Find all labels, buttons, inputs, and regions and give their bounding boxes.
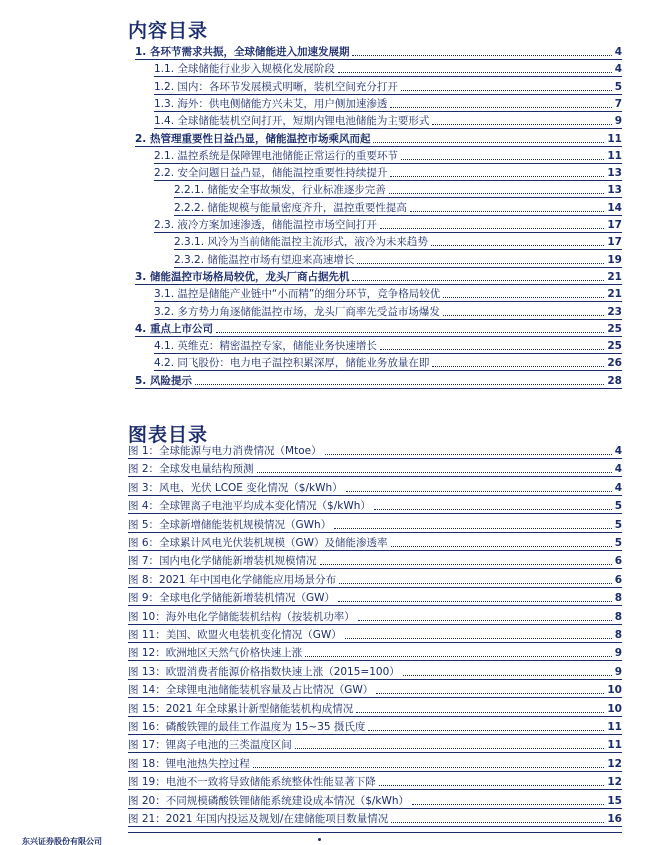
toc-entry-page-number[interactable]: 4 [614, 63, 622, 76]
toc-entry[interactable] [174, 233, 622, 250]
toc-entry-page-number[interactable]: 7 [614, 97, 622, 110]
lof-entry[interactable] [128, 755, 622, 772]
dot-leader [345, 637, 612, 639]
dot-leader [376, 692, 604, 694]
toc-entry-label[interactable]: 1.1. 全球储能行业步入规模化发展阶段 [154, 63, 335, 76]
dot-leader [356, 711, 604, 713]
toc-entry[interactable] [135, 320, 622, 337]
lof-entry[interactable] [128, 681, 622, 698]
dot-leader [195, 383, 604, 385]
lof-entry-label[interactable]: 图 1：全球能源与电力消费情况（Mtoe） [128, 445, 322, 457]
toc-entry[interactable] [154, 216, 622, 233]
lof-entry-label[interactable]: 图 14：全球锂电池储能装机容量及占比情况（GW） [128, 684, 374, 697]
dot-leader [334, 527, 611, 529]
toc-entry-label[interactable]: 3.2. 多方势力角逐储能温控市场，龙头厂商率先受益市场爆发 [154, 305, 440, 318]
lof-entry-page-number[interactable]: 8 [614, 610, 622, 623]
toc-entry-page-number[interactable]: 11 [607, 132, 622, 145]
lof-entry[interactable] [128, 792, 622, 809]
toc-entry-label[interactable]: 2.3.1. 风冷为当前储能温控主流形式，液冷为未来趋势 [174, 236, 428, 249]
toc-entry-label[interactable]: 2.2. 安全问题日益凸显，储能温控重要性持续提升 [154, 167, 388, 180]
lof-entry-page-number[interactable]: 12 [607, 757, 622, 770]
toc-entry-label[interactable]: 5. 风险提示 [135, 374, 192, 387]
toc-entry-label[interactable]: 3.1. 温控是储能产业链中“小而精”的细分环节，竞争格局较优 [154, 288, 441, 301]
toc-entry-label[interactable]: 2.1. 温控系统是保障锂电池储能正常运行的重要环节 [154, 149, 398, 162]
toc-entry[interactable] [135, 372, 622, 389]
toc-entry-page-number[interactable]: 21 [607, 270, 622, 283]
dot-leader [339, 582, 612, 584]
lof-entry-page-number[interactable]: 4 [614, 445, 622, 457]
dot-leader [257, 471, 612, 473]
lof-entry-label[interactable]: 图 6：全球累计风电光伏装机规模（GW）及储能渗透率 [128, 537, 388, 549]
toc-entry-page-number[interactable]: 17 [607, 236, 622, 249]
dot-leader [368, 729, 604, 731]
lof-entry[interactable] [128, 534, 622, 551]
lof-entry[interactable] [128, 663, 622, 680]
lof-entry[interactable] [128, 479, 622, 496]
dot-leader [216, 331, 604, 333]
lof-entry-label[interactable]: 图 2：全球发电量结构预测 [128, 463, 254, 476]
lof-entry-label[interactable]: 图 9：全球电化学储能新增装机情况（GW） [128, 592, 336, 605]
toc-entry-page-number[interactable]: 28 [607, 374, 622, 387]
toc-entry-label[interactable]: 4.2. 同飞股份：电力电子温控积累深厚，储能业务放量在即 [154, 357, 430, 370]
dot-leader [410, 210, 604, 212]
toc-entry[interactable] [174, 199, 622, 216]
lof-entry[interactable] [128, 460, 622, 477]
lof-entry-page-number[interactable]: 11 [607, 721, 622, 733]
lof-entry[interactable] [128, 571, 622, 588]
lof-entry-label[interactable]: 图 4：全球锂离子电池平均成本变化情况（$/kWh） [128, 500, 371, 513]
toc-entry[interactable] [154, 164, 622, 181]
dot-leader [403, 674, 612, 676]
toc-entry-label[interactable]: 4.1. 英维克：精密温控专家，储能业务快速增长 [154, 340, 377, 353]
lof-entry-label[interactable]: 图 5：全球新增储能装机规模情况（GWh） [128, 518, 332, 531]
dot-leader [346, 490, 612, 492]
lof-entry-page-number[interactable]: 5 [614, 537, 622, 549]
lof-entry[interactable] [128, 700, 622, 717]
lof-entry-label[interactable]: 图 19：电池不一致将导致储能系统整体性能显著下降 [128, 776, 376, 789]
lof-entry-label[interactable]: 图 8：2021 年中国电化学储能应用场景分布 [128, 573, 337, 586]
dot-leader [380, 348, 605, 350]
toc-entry-page-number[interactable]: 26 [607, 357, 622, 370]
dot-leader [358, 619, 612, 621]
lof-entry-page-number[interactable]: 5 [614, 500, 622, 513]
dot-leader [352, 279, 604, 281]
toc-entry[interactable] [174, 251, 622, 268]
toc-entry[interactable] [154, 354, 622, 371]
toc-entry-label[interactable]: 2.2.2. 储能规模与能量密度齐升，温控重要性提高 [174, 201, 407, 214]
footer-rule [128, 832, 622, 833]
lof-entry-page-number[interactable]: 9 [614, 665, 622, 678]
toc-entry-label[interactable]: 4. 重点上市公司 [135, 322, 213, 335]
dot-leader [253, 766, 605, 768]
dot-leader [390, 106, 611, 108]
lof-entry-label[interactable]: 图 21：2021 年国内投运及规划/在建储能项目数量情况 [128, 813, 389, 825]
lof-entry-label[interactable]: 图 12：欧洲地区天然气价格快速上涨 [128, 647, 303, 660]
page-number-dot [318, 838, 321, 841]
toc-entry-label[interactable]: 1.3. 海外：供电侧储能方兴未艾，用户侧加速渗透 [154, 97, 388, 110]
lof-entry-page-number[interactable]: 6 [614, 573, 622, 586]
toc-entry[interactable] [154, 147, 622, 164]
dot-leader [338, 71, 612, 73]
lof-entry-label[interactable]: 图 7：国内电化学储能新增装机规模情况 [128, 555, 317, 568]
dot-leader [338, 600, 612, 602]
toc-entry[interactable] [135, 268, 622, 285]
lof-entry-page-number[interactable]: 12 [607, 776, 622, 789]
toc-entry[interactable] [154, 285, 622, 302]
toc-entry[interactable] [154, 78, 622, 95]
lof-entry-page-number[interactable]: 10 [607, 684, 622, 697]
lof-entry[interactable] [128, 516, 622, 533]
toc-entry-label[interactable]: 1. 各环节需求共振，全球储能进入加速发展期 [135, 46, 350, 58]
toc-entry-label[interactable]: 2. 热管理重要性日益凸显，储能温控市场乘风而起 [135, 132, 371, 145]
dot-leader [380, 227, 605, 229]
dot-leader [443, 296, 604, 298]
lof-entry[interactable] [128, 644, 622, 661]
lof-entry-page-number[interactable]: 5 [614, 518, 622, 531]
dot-leader [432, 365, 604, 367]
dot-leader [320, 563, 612, 565]
lof-entry[interactable] [128, 552, 622, 569]
toc-entry-label[interactable]: 1.4. 全球储能装机空间打开，短期内锂电池储能为主要形式 [154, 115, 430, 128]
lof-entry-page-number[interactable]: 8 [614, 629, 622, 641]
lof-entry-label[interactable]: 图 15：2021 年全球累计新型储能装机构成情况 [128, 702, 354, 715]
dot-leader [389, 192, 604, 194]
lof-entry-label[interactable]: 图 18：锂电池热失控过程 [128, 757, 250, 770]
dot-leader [401, 89, 612, 91]
lof-entry[interactable] [128, 608, 622, 625]
dot-leader [305, 655, 611, 657]
toc-entry[interactable] [174, 181, 622, 198]
toc-entry[interactable] [154, 95, 622, 112]
lof-entry-page-number[interactable]: 4 [614, 481, 622, 494]
lof-entry-page-number[interactable]: 15 [607, 794, 622, 807]
lof-entry[interactable] [128, 497, 622, 514]
lof-entry[interactable] [128, 718, 622, 735]
toc-entry-label[interactable]: 2.2.1. 储能安全事故频发，行业标准逐步完善 [174, 184, 386, 197]
toc-entry-page-number[interactable]: 17 [607, 219, 622, 231]
lof-entry-label[interactable]: 图 20：不同规模磷酸铁锂储能系统建设成本情况（$/kWh） [128, 794, 410, 807]
dot-leader [443, 314, 605, 316]
footer-company: 东兴证券股份有限公司 [22, 837, 102, 845]
toc-entry[interactable] [154, 337, 622, 354]
lof-entry-page-number[interactable]: 6 [614, 555, 622, 568]
toc-entry-page-number[interactable]: 13 [607, 167, 622, 180]
toc-entry[interactable] [154, 60, 622, 77]
dot-leader [374, 508, 612, 510]
toc-entry-page-number[interactable]: 5 [614, 80, 622, 93]
toc-entry-page-number[interactable]: 23 [607, 305, 622, 318]
dot-leader [391, 821, 604, 823]
dot-leader [325, 453, 612, 455]
lof-entry-label[interactable]: 图 16：磷酸铁锂的最佳工作温度为 15~35 摄氏度 [128, 721, 366, 733]
lof-entry[interactable] [128, 589, 622, 606]
toc-entry-page-number[interactable]: 11 [607, 149, 622, 162]
toc-entry-page-number[interactable]: 4 [614, 46, 622, 58]
dot-leader [412, 803, 604, 805]
dot-leader [373, 141, 604, 143]
lof-entry-page-number[interactable]: 9 [614, 647, 622, 660]
lof-entry-label[interactable]: 图 11：美国、欧盟火电装机变化情况（GW） [128, 629, 342, 641]
toc-entry[interactable] [154, 112, 622, 129]
dot-leader [379, 784, 605, 786]
toc-entry[interactable] [154, 303, 622, 320]
toc-entry-page-number[interactable]: 25 [607, 322, 622, 335]
dot-leader [357, 262, 604, 264]
dot-leader [391, 545, 612, 547]
toc-entry-label[interactable]: 2.3. 液冷方案加速渗透，储能温控市场空间打开 [154, 219, 377, 231]
toc-entry-page-number[interactable]: 19 [607, 253, 622, 266]
toc-entry-page-number[interactable]: 25 [607, 340, 622, 353]
toc-entry-label[interactable]: 3. 储能温控市场格局较优，龙头厂商占据先机 [135, 270, 350, 283]
lof-entry-page-number[interactable]: 4 [614, 463, 622, 476]
lof-entry[interactable] [128, 810, 622, 827]
toc-entry-page-number[interactable]: 9 [614, 115, 622, 128]
dot-leader [432, 123, 611, 125]
dot-leader [390, 175, 604, 177]
toc-entry[interactable] [135, 130, 622, 147]
lof-entry[interactable] [128, 736, 622, 753]
lof-entry[interactable] [128, 773, 622, 790]
lof-entry-page-number[interactable]: 11 [607, 739, 622, 752]
toc-entry-label[interactable]: 2.3.2. 储能温控市场有望迎来高速增长 [174, 253, 355, 266]
lof-entry-page-number[interactable]: 16 [607, 813, 622, 825]
lof-entry-label[interactable]: 图 13：欧盟消费者能源价格指数快速上涨（2015=100） [128, 665, 400, 678]
lof-entry-page-number[interactable]: 10 [607, 702, 622, 715]
toc-entry-page-number[interactable]: 14 [607, 201, 622, 214]
lof-entry[interactable] [128, 442, 622, 459]
toc-entry[interactable] [135, 43, 622, 60]
lof-entry-label[interactable]: 图 17：锂离子电池的三类温度区间 [128, 739, 292, 752]
dot-leader [431, 244, 604, 246]
toc-entry-label[interactable]: 1.2. 国内：各环节发展模式明晰，装机空间充分打开 [154, 80, 398, 93]
dot-leader [352, 54, 611, 56]
lof-entry-label[interactable]: 图 10：海外电化学储能装机结构（按装机功率） [128, 610, 355, 623]
dot-leader [295, 747, 605, 749]
toc-entry-page-number[interactable]: 13 [607, 184, 622, 197]
lof-entry-page-number[interactable]: 8 [614, 592, 622, 605]
toc-heading: 内容目录 [128, 20, 209, 42]
lof-entry-label[interactable]: 图 3：风电、光伏 LCOE 变化情况（$/kWh） [128, 481, 343, 494]
dot-leader [401, 158, 605, 160]
lof-entry[interactable] [128, 626, 622, 643]
toc-entry-page-number[interactable]: 21 [607, 288, 622, 301]
figure-list-heading: 图表目录 [128, 424, 209, 446]
